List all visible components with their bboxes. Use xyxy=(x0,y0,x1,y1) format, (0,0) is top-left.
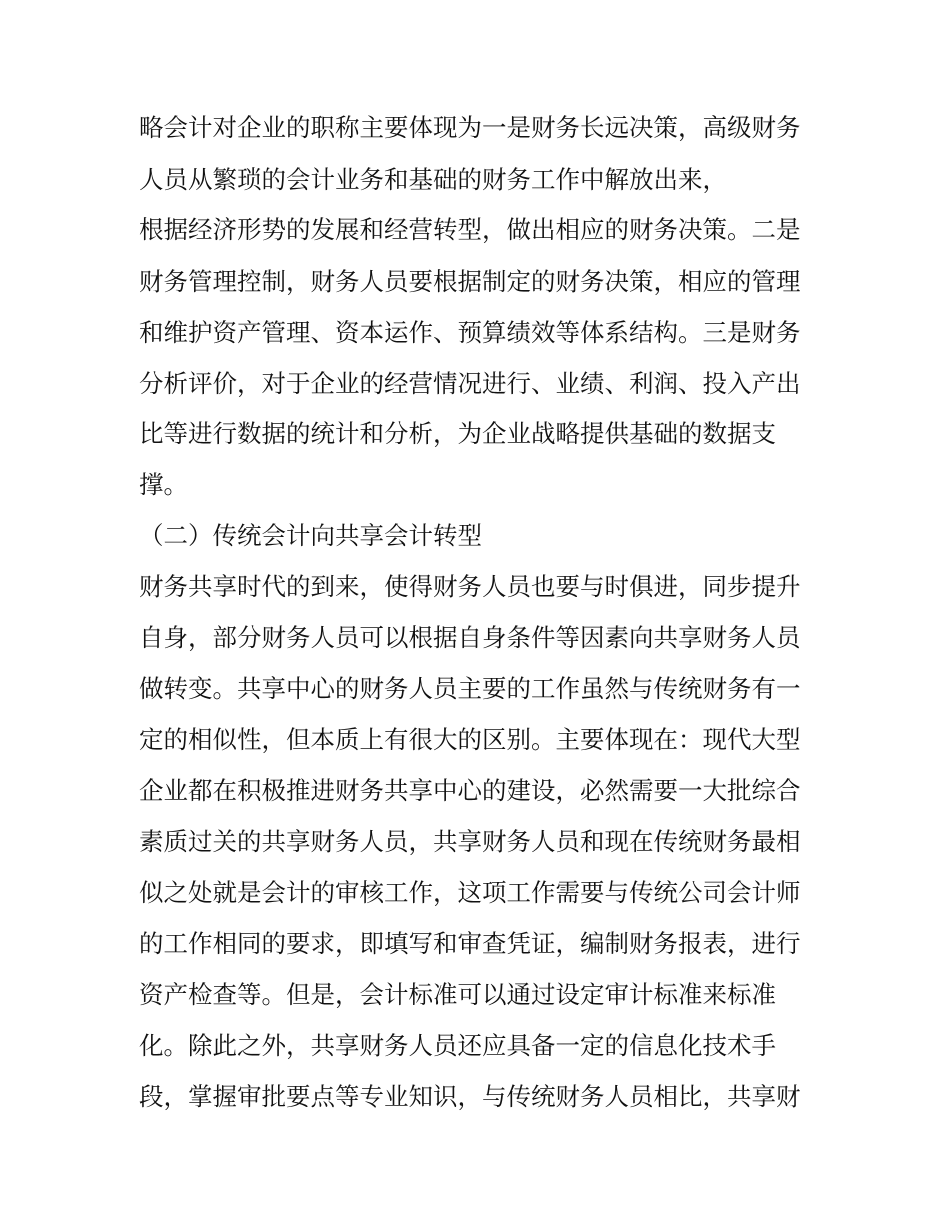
text-line: 段，掌握审批要点等专业知识，与传统财务人员相比，共享财 xyxy=(139,1082,801,1111)
text-line: 撑。 xyxy=(139,470,188,499)
text-line: 自身，部分财务人员可以根据自身条件等因素向共享财务人员 xyxy=(139,623,801,652)
text-line: 的工作相同的要求，即填写和审查凭证，编制财务报表，进行 xyxy=(139,929,801,958)
text-line: 似之处就是会计的审核工作，这项工作需要与传统公司会计师 xyxy=(139,878,801,907)
text-line: 财务共享时代的到来，使得财务人员也要与时俱进，同步提升 xyxy=(139,572,801,601)
text-line: 企业都在积极推进财务共享中心的建设，必然需要一大批综合 xyxy=(139,776,801,805)
text-line: 根据经济形势的发展和经营转型，做出相应的财务决策。二是 xyxy=(139,215,801,244)
text-line: 分析评价，对于企业的经营情况进行、业绩、利润、投入产出 xyxy=(139,369,801,398)
text-line: 化。除此之外，共享财务人员还应具备一定的信息化技术手 xyxy=(139,1031,776,1060)
text-line: 素质过关的共享财务人员，共享财务人员和现在传统财务最相 xyxy=(139,827,801,856)
text-line: 定的相似性，但本质上有很大的区别。主要体现在：现代大型 xyxy=(139,725,801,754)
text-line: 比等进行数据的统计和分析，为企业战略提供基础的数据支 xyxy=(139,419,776,448)
text-line: 人员从繁琐的会计业务和基础的财务工作中解放出来， xyxy=(139,165,727,194)
text-line: 财务管理控制，财务人员要根据制定的财务决策，相应的管理 xyxy=(139,267,801,296)
text-line: 做转变。共享中心的财务人员主要的工作虽然与传统财务有一 xyxy=(139,674,801,703)
text-line: 略会计对企业的职称主要体现为一是财务长远决策，高级财务 xyxy=(139,113,801,142)
text-line: 和维护资产管理、资本运作、预算绩效等体系结构。三是财务 xyxy=(139,318,801,347)
section-heading: （二）传统会计向共享会计转型 xyxy=(139,521,482,550)
text-line: 资产检查等。但是，会计标准可以通过设定审计标准来标准 xyxy=(139,980,776,1009)
